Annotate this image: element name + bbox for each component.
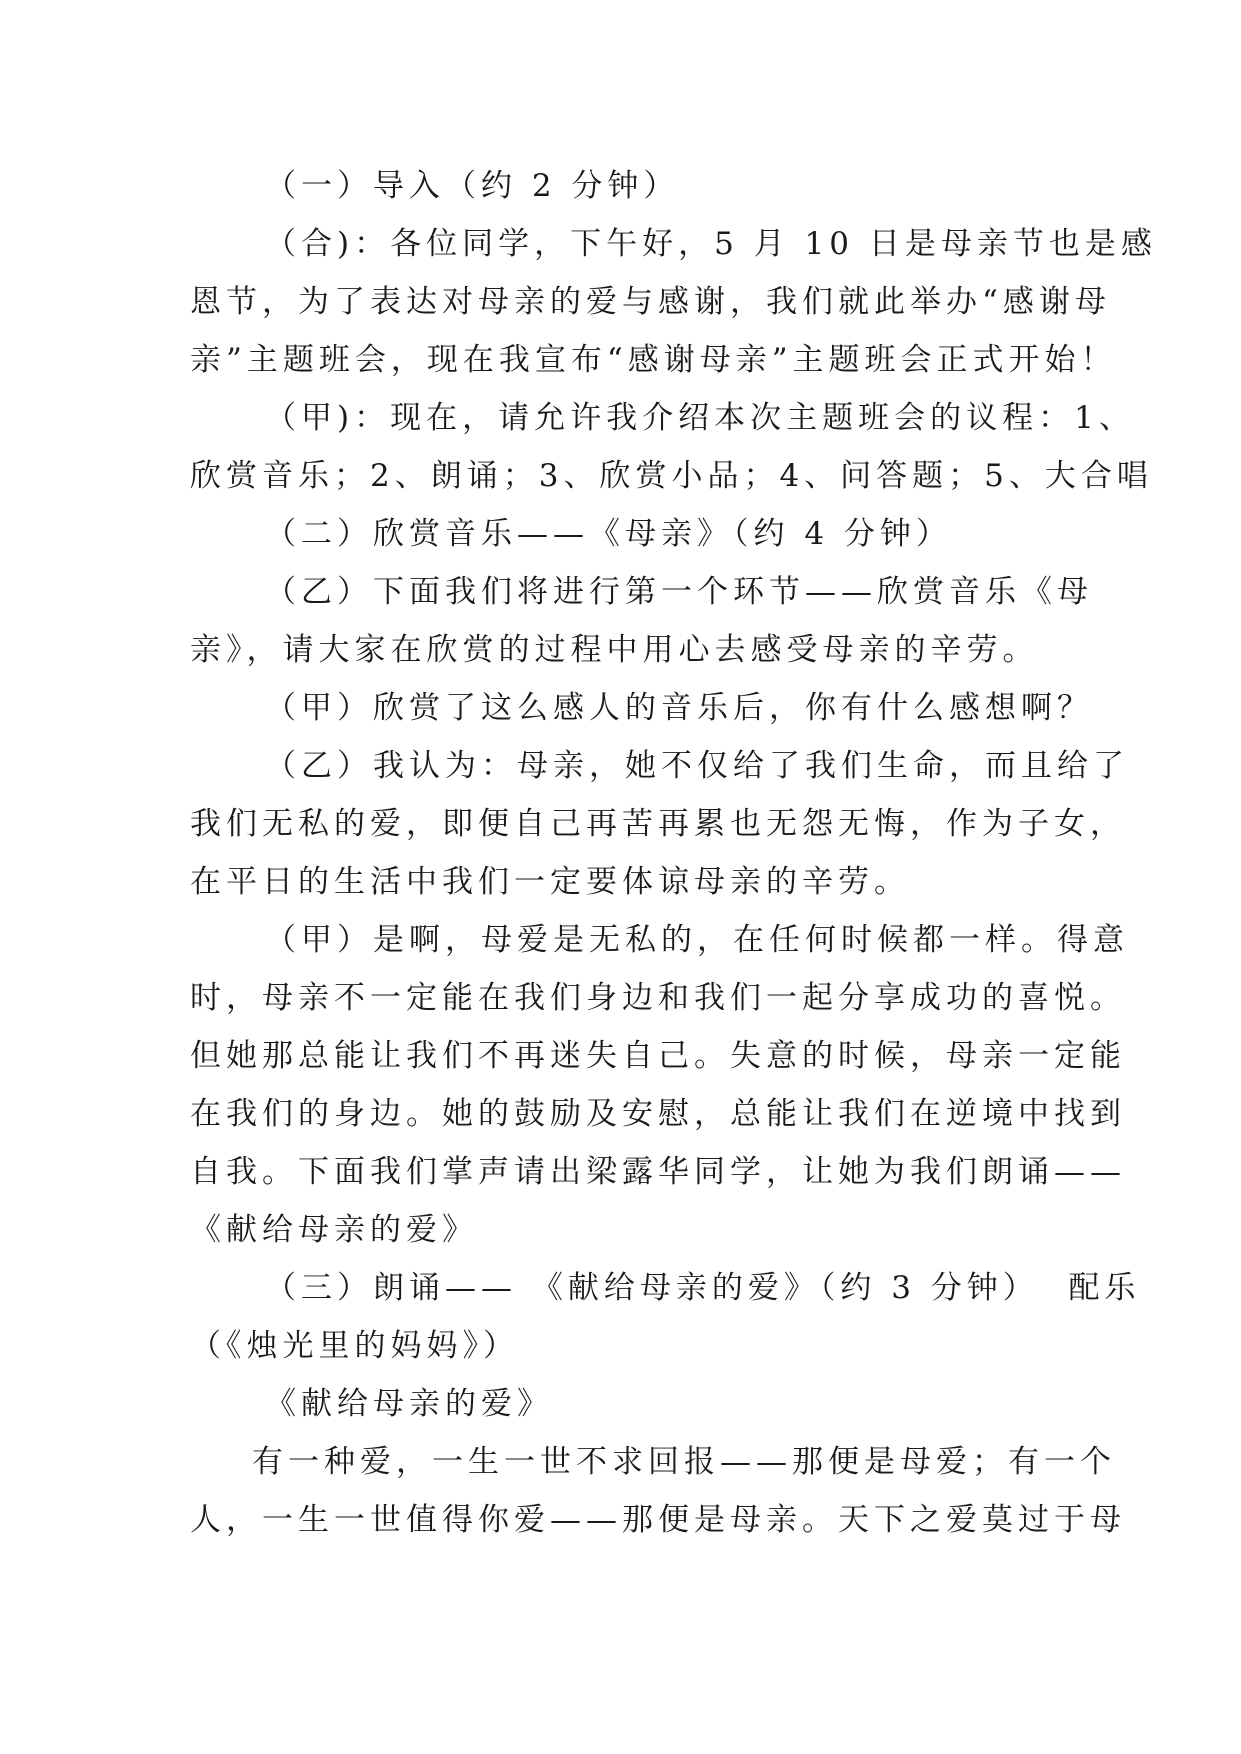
paragraph-line: 时，母亲不一定能在我们身边和我们一起分享成功的喜悦。	[190, 980, 1126, 1016]
paragraph-line: 但她那总能让我们不再迷失自己。失意的时候，母亲一定能	[190, 1038, 1126, 1074]
paragraph-line: （《烛光里的妈妈》）	[190, 1328, 519, 1364]
paragraph-line: （乙）下面我们将进行第一个环节——欣赏音乐《母	[265, 574, 1093, 610]
paragraph-line: 《献给母亲的爱》	[190, 1212, 478, 1248]
paragraph-line: 亲”主题班会，现在我宣布“感谢母亲”主题班会正式开始！	[190, 342, 1117, 378]
paragraph-line: （甲）是啊，母爱是无私的，在任何时候都一样。得意	[265, 922, 1129, 958]
paragraph-line: （甲)：现在，请允许我介绍本次主题班会的议程：1、	[265, 400, 1135, 436]
poem-line: 人，一生一世值得你爱——那便是母亲。天下之爱莫过于母	[190, 1502, 1126, 1538]
paragraph-line: 我们无私的爱，即便自己再苦再累也无怨无悔，作为子女，	[190, 806, 1126, 842]
paragraph-line: 自我。下面我们掌声请出梁露华同学，让她为我们朗诵——	[190, 1154, 1126, 1190]
paragraph-line: 在我们的身边。她的鼓励及安慰，总能让我们在逆境中找到	[190, 1096, 1126, 1132]
paragraph-line: （合)：各位同学，下午好，5 月 10 日是母亲节也是感	[265, 226, 1157, 262]
paragraph-line: 亲》，请大家在欣赏的过程中用心去感受母亲的辛劳。	[190, 632, 1039, 668]
paragraph-line: 在平日的生活中我们一定要体谅母亲的辛劳。	[190, 864, 910, 900]
poem-line: 有一种爱，一生一世不求回报——那便是母爱；有一个	[252, 1444, 1116, 1480]
paragraph-line: 恩节，为了表达对母亲的爱与感谢，我们就此举办“感谢母	[190, 284, 1111, 320]
paragraph-line: （乙）我认为：母亲，她不仅给了我们生命，而且给了	[265, 748, 1129, 784]
section-heading-recital: （三）朗诵—— 《献给母亲的爱》（约 3 分钟） 配乐	[265, 1270, 1141, 1306]
paragraph-line: 欣赏音乐；2、朗诵；3、欣赏小品；4、问答题；5、大合唱	[190, 458, 1153, 494]
section-heading-intro: （一）导入（约 2 分钟）	[265, 168, 680, 204]
section-heading-music: （二）欣赏音乐——《母亲》（约 4 分钟）	[265, 516, 952, 552]
paragraph-line: （甲）欣赏了这么感人的音乐后，你有什么感想啊？	[265, 690, 1093, 726]
poem-title: 《献给母亲的爱》	[265, 1386, 553, 1422]
